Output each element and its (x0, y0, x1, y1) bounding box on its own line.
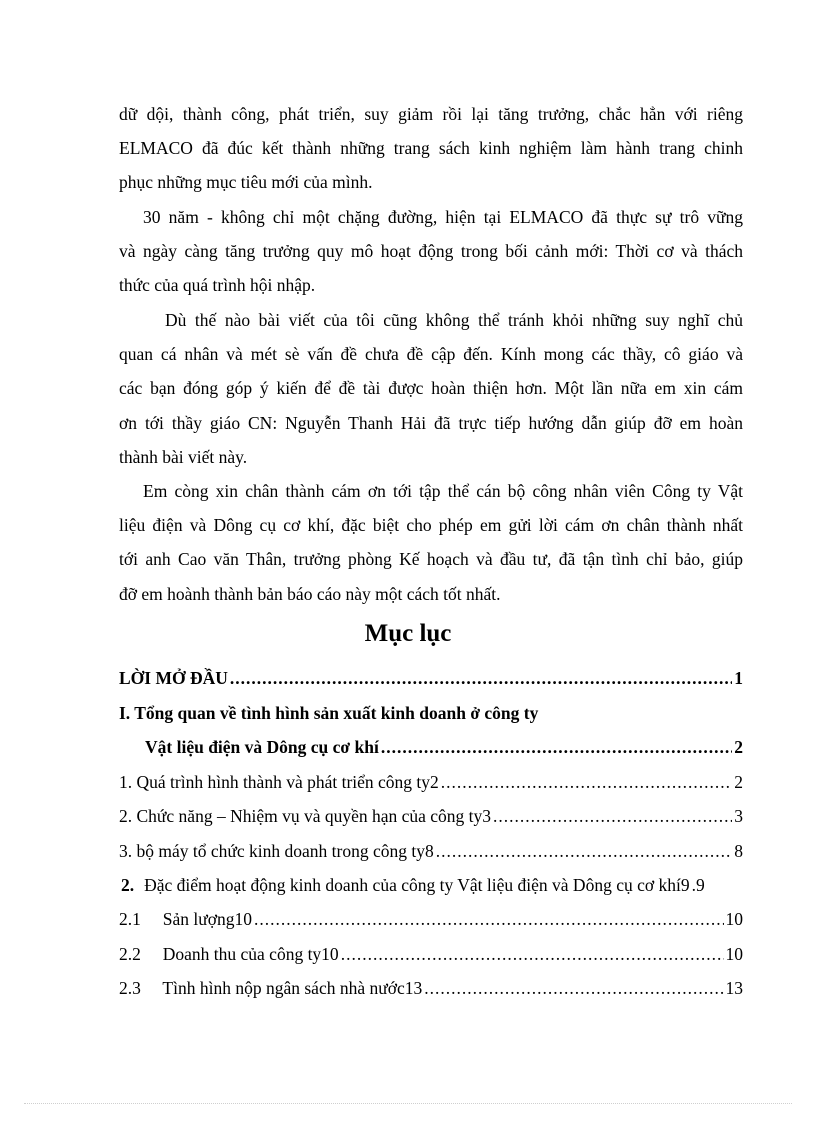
toc-entry-page: 3 (734, 806, 743, 826)
toc-leader-dots (341, 937, 724, 971)
paragraph-1 (119, 97, 743, 200)
toc-entry-label: 2.1 Sản lượng10 (119, 909, 252, 929)
toc-title: Mục lục (364, 620, 452, 647)
toc-entry-label: 3. bộ máy tổ chức kinh doanh trong công ty8 (119, 841, 434, 861)
page-bottom-divider (24, 1103, 792, 1104)
paragraph-4 (119, 474, 743, 611)
toc-entry-label: 2.2 Doanh thu của công ty10 (119, 944, 339, 964)
toc-leader-dots (441, 765, 732, 799)
paragraph-line: thức của quá trình hội nhập. (119, 275, 316, 296)
toc-leader-dots (424, 971, 723, 1005)
toc-entry-label: Vật liệu điện và Dông cụ cơ khí (145, 737, 379, 757)
toc-leader-dots (436, 834, 733, 868)
paragraph-line: liệu điện và Dông cụ cơ khí, đặc biệt cho phép em gửi lời cám ơn chân thành nhất (119, 515, 743, 536)
paragraph-3 (119, 303, 743, 474)
paragraph-line: 30 năm - không chỉ một chặng đường, hiện tại ELMACO đã thực sự trô vững (143, 207, 743, 227)
toc-entry-section-2[interactable] (119, 868, 743, 902)
toc-entry-2-2[interactable] (119, 937, 743, 971)
toc-entry-label: I. Tổng quan về tình hình sản xuất kinh doanh ở công ty (119, 703, 539, 723)
toc-leader-dots (230, 661, 732, 695)
paragraph-line: Em còng xin chân thành cám ơn tới tập thể cán bộ công nhân viên Công ty Vật (143, 481, 743, 501)
toc-entry-label: 1. Quá trình hình thành và phát triển công ty2 (119, 772, 439, 792)
toc-entry-page: 2 (734, 737, 743, 757)
paragraph-2 (119, 200, 743, 303)
paragraph-line: và ngày càng tăng trưởng quy mô hoạt động trong bối cảnh mới: Thời cơ và thách (119, 241, 743, 262)
toc-entry-page: 13 (725, 978, 743, 998)
paragraph-line: thành bài viết này. (119, 446, 248, 467)
paragraph-line: tới anh Cao văn Thân, trưởng phòng Kế hoạch và đầu tư, đã tận tình chỉ bảo, giúp (119, 549, 743, 570)
toc-entry-section-1-cont[interactable] (145, 730, 743, 764)
paragraph-line: ELMACO đã đúc kết thành những trang sách kinh nghiệm làm hành trang chinh (119, 138, 743, 159)
paragraph-line: các bạn đóng góp ý kiến để đề tài được hoàn thiện hơn. Một lần nữa em xin cám (119, 378, 743, 399)
toc-leader-dots (381, 730, 732, 764)
toc-entry-section-1[interactable] (119, 696, 743, 730)
toc-entry-intro[interactable] (119, 661, 743, 695)
toc-entry-label: 2. Chức năng – Nhiệm vụ và quyền hạn của công ty3 (119, 806, 492, 826)
toc-entry-2-1[interactable] (119, 902, 743, 936)
toc-leader-dots (254, 902, 724, 936)
paragraph-line: đỡ em hoành thành bản báo cáo này một cách tốt nhất. (119, 583, 501, 604)
toc-entry-3[interactable] (119, 834, 743, 868)
toc-entry-page: 10 (725, 944, 743, 964)
toc-entry-1[interactable] (119, 765, 743, 799)
paragraph-line: phục những mục tiêu mới của mình. (119, 172, 373, 193)
toc-entry-label: Đặc điểm hoạt động kinh doanh của công ty Vật liệu điện và Dông cụ cơ khí9 (144, 875, 690, 895)
toc-entry-page: .9 (691, 875, 705, 895)
paragraph-line: ơn tới thầy giáo CN: Nguyễn Thanh Hải đã trực tiếp hướng dẫn giúp đỡ em hoàn (119, 412, 743, 433)
paragraph-line: dữ dội, thành công, phát triển, suy giảm rồi lại tăng trưởng, chắc hẳn với riêng (119, 104, 743, 124)
toc-entry-label: LỜI MỞ ĐẦU (119, 668, 228, 688)
toc-leader-dots (493, 799, 732, 833)
toc-entry-page: 8 (734, 841, 743, 861)
paragraph-line: quan cá nhân và mét sè vấn đề chưa đề cập đến. Kính mong các thầy, cô giáo và (119, 344, 743, 365)
toc-entry-number: 2. (121, 875, 135, 895)
paragraph-line: Dù thế nào bài viết của tôi cũng không thể tránh khỏi những suy nghĩ chủ (165, 310, 743, 330)
toc-entry-page: 2 (734, 772, 743, 792)
toc-entry-2-3[interactable] (119, 971, 743, 1005)
toc-entry-2[interactable] (119, 799, 743, 833)
toc-entry-page: 10 (725, 909, 743, 929)
toc-entry-page: 1 (734, 668, 743, 688)
toc-entry-label: 2.3 Tình hình nộp ngân sách nhà nước13 (119, 978, 423, 998)
